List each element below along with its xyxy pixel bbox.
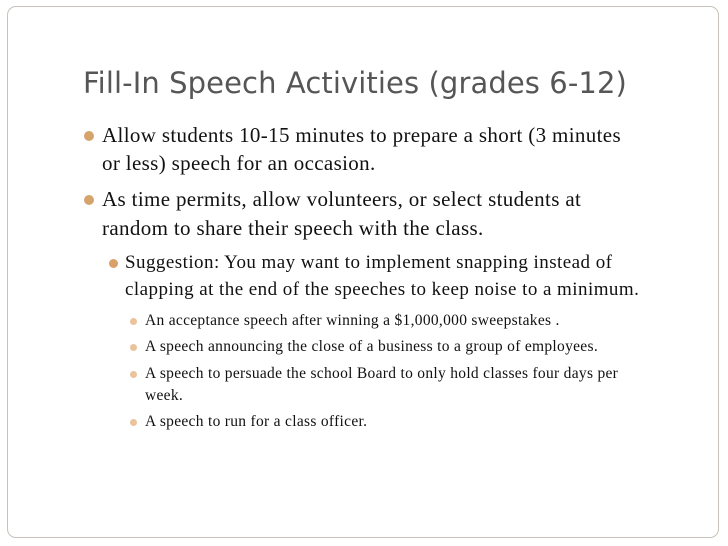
example-4: A speech to run for a class officer. [145,413,368,430]
sub-bullet-dot-icon [109,259,118,268]
example-dot-icon [130,318,137,325]
bullet-2-line-2: random to share their speech with the class. [102,216,484,240]
slide-title: Fill-In Speech Activities (grades 6-12) [83,66,627,100]
bullet-dot-icon [84,195,94,205]
bullet-1-line-1: Allow students 10-15 minutes to prepare a short (3 minutes [102,123,621,147]
bullet-1-line-2: or less) speech for an occasion. [102,151,376,175]
example-3-line-1: A speech to persuade the school Board to only hold classes four days per [145,365,619,382]
example-1: An acceptance speech after winning a $1,000,000 sweepstakes . [145,312,560,329]
suggestion-line-1: Suggestion: You may want to implement snapping instead of [125,252,613,273]
bullet-dot-icon [84,131,94,141]
bullet-2-line-1: As time permits, allow volunteers, or select students at [102,187,582,211]
example-dot-icon [130,344,137,351]
example-2: A speech announcing the close of a business to a group of employees. [145,338,598,355]
example-3-line-2: week. [145,387,184,404]
suggestion-line-2: clapping at the end of the speeches to keep noise to a minimum. [125,279,640,300]
example-dot-icon [130,371,137,378]
example-dot-icon [130,419,137,426]
